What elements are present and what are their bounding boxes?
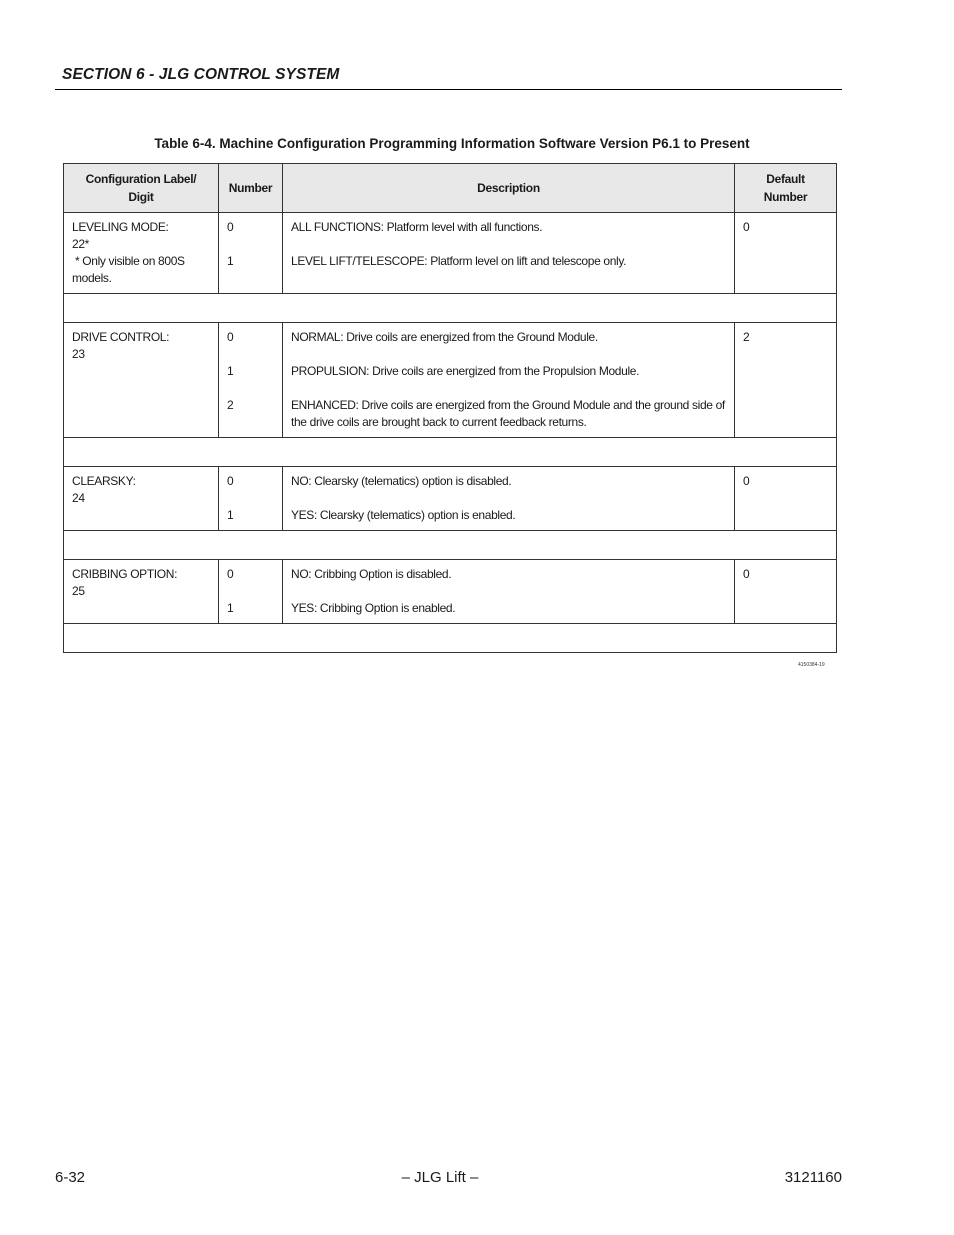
config-label: CRIBBING OPTION: — [72, 567, 178, 581]
table-title: Table 6-4. Machine Configuration Programming Information Software Version P6.1 to Present — [154, 136, 750, 151]
document-number: 3121160 — [784, 1169, 842, 1186]
config-digit: 24 — [72, 491, 85, 505]
description-cell: NO: Clearsky (telematics) option is disabled. YES: Clearsky (telematics) option is enabled. — [283, 467, 735, 531]
spacer-row — [64, 294, 837, 323]
config-label-cell — [64, 213, 219, 294]
default-cell: 0 — [735, 213, 837, 294]
default-cell: 0 — [735, 467, 837, 531]
description-cell: ALL FUNCTIONS: Platform level with all functions. LEVEL LIFT/TELESCOPE: Platform level on lift and telescope only. — [283, 213, 735, 294]
config-label-cell — [64, 323, 219, 438]
config-note: * Only visible on 800S — [72, 254, 185, 268]
table-row — [64, 560, 837, 624]
spacer-row — [64, 624, 837, 653]
config-label-cell — [64, 467, 219, 531]
description-cell: NORMAL: Drive coils are energized from the Ground Module. PROPULSION: Drive coils are energized from the Propulsion Module. ENHANCED: Drive coils are energized from the Ground Module and the ground side of the drive coils are brought back to current feedback returns. — [283, 323, 735, 438]
column-header-default: Default Number — [735, 164, 837, 213]
config-digit: 23 — [72, 347, 85, 361]
description-cell: NO: Cribbing Option is disabled. YES: Cribbing Option is enabled. — [283, 560, 735, 624]
config-note: models. — [72, 271, 112, 285]
column-header-label: Configuration Label/ Digit — [64, 164, 219, 213]
number-cell: 0 1 — [219, 467, 283, 531]
default-cell: 2 — [735, 323, 837, 438]
footer-title: – JLG Lift – — [401, 1169, 479, 1186]
table-header-row — [64, 164, 837, 213]
table-row — [64, 323, 837, 438]
default-cell: 0 — [735, 560, 837, 624]
config-label: LEVELING MODE: — [72, 220, 169, 234]
config-label: CLEARSKY: — [72, 474, 136, 488]
number-cell: 0 1 — [219, 213, 283, 294]
table-row — [64, 213, 837, 294]
spacer-row — [64, 438, 837, 467]
config-label-cell — [64, 560, 219, 624]
number-cell: 0 1 — [219, 560, 283, 624]
section-title: SECTION 6 - JLG CONTROL SYSTEM — [62, 66, 340, 83]
figure-id: 4150384-19 — [798, 662, 825, 668]
page-number: 6-32 — [55, 1169, 86, 1186]
spacer-row — [64, 531, 837, 560]
configuration-table — [63, 163, 837, 653]
header-rule — [55, 89, 842, 90]
column-header-number: Number — [219, 164, 283, 213]
config-digit: 22* — [72, 237, 89, 251]
config-digit: 25 — [72, 584, 85, 598]
config-label: DRIVE CONTROL: — [72, 330, 170, 344]
number-cell: 0 1 2 — [219, 323, 283, 438]
column-header-description: Description — [283, 164, 735, 213]
table-row — [64, 467, 837, 531]
